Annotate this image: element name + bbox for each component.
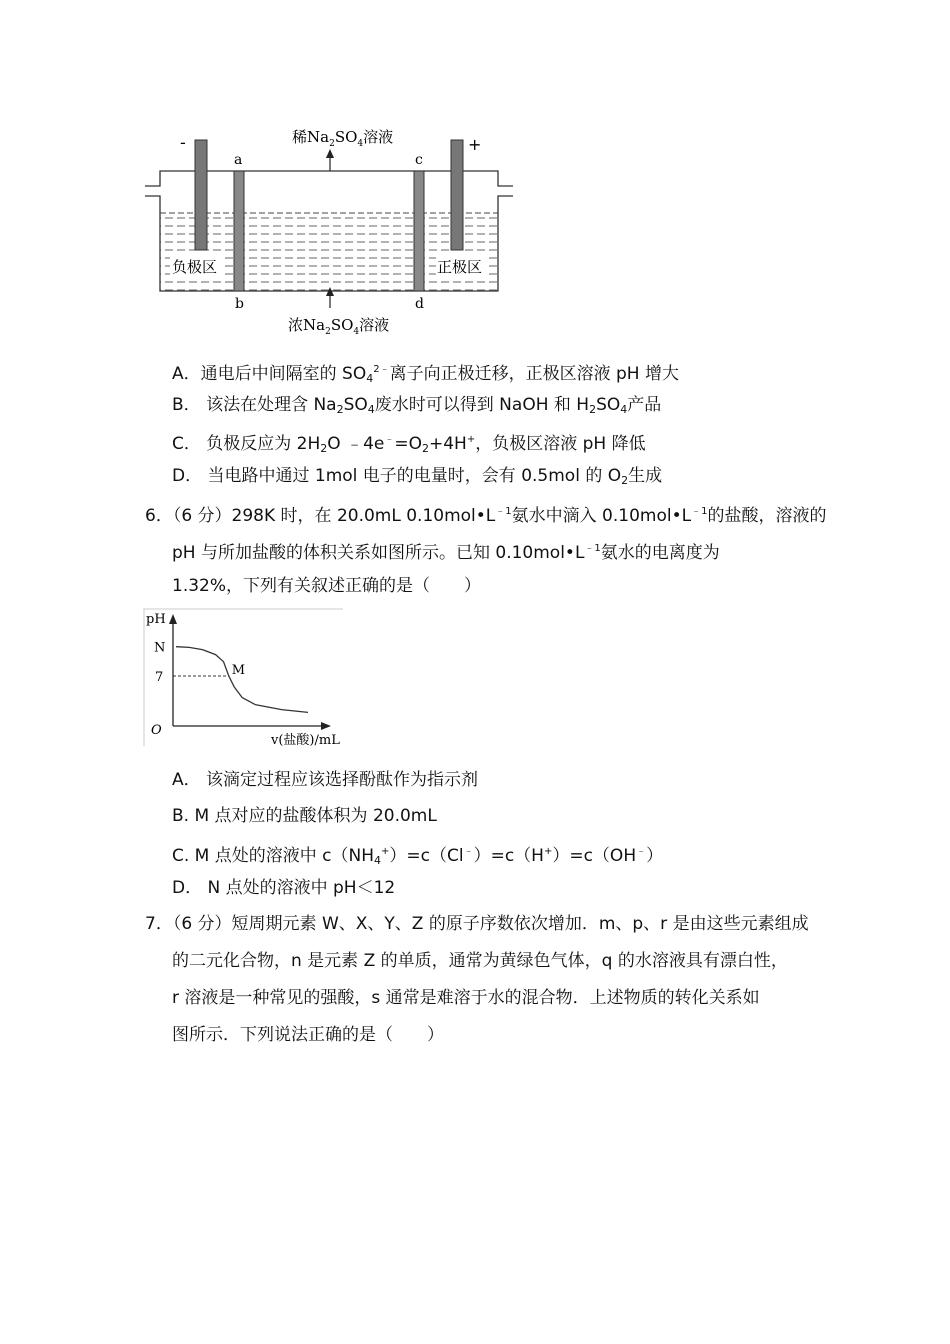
q6-stem-line-2: pH 与所加盐酸的体积关系如图所示。已知 $0.10mol•L^{﹣1}$氨水的电离度为	[172, 543, 720, 563]
negative-region-label: 负极区	[172, 258, 218, 276]
q5-option-c: C． 负极反应为 $2H_2O$ $﹣4e^﹣=O_2+4H^+$，负极区溶液 pH 降低	[172, 434, 646, 455]
membrane-cd	[414, 171, 424, 291]
electrolysis-cell-diagram	[140, 118, 530, 340]
point-label-n: N	[154, 640, 166, 656]
q5-option-b: B． 该法在处理含 $Na_2SO_4$废水时可以得到 NaOH 和 $H_2SO_4$产品	[172, 395, 662, 416]
titration-chart	[143, 608, 348, 748]
top-solution-label: 稀$Na_2SO_4$溶液	[292, 128, 394, 149]
ph-curve	[176, 647, 308, 713]
q6-stem-line-3: 1.32%，下列有关叙述正确的是（ ）	[172, 576, 482, 596]
membrane-label-d: d	[415, 296, 424, 312]
q7-stem-line-2: 的二元化合物，n 是元素 Z 的单质，通常为黄绿色气体，q 的水溶液具有漂白性，	[172, 951, 788, 971]
q6-option-d: D． N 点处的溶液中 pH＜12	[172, 878, 396, 898]
point-label-m: M	[231, 663, 246, 678]
origin-label: O	[151, 723, 162, 738]
q7-stem-line-1: 7．（6 分）短周期元素 W、X、Y、Z 的原子序数依次增加．m、p、r 是由这些元素组成	[145, 914, 809, 934]
x-axis-label: v(盐酸)/mL	[271, 733, 340, 748]
q7-stem-line-4: 图所示．下列说法正确的是（ ）	[172, 1025, 444, 1045]
y-tick-7: 7	[155, 670, 164, 685]
solution-fill	[160, 213, 498, 291]
q6-option-c: C. M 点处的溶液中 $c(NH_4^+)=c(Cl^﹣)=c(H^+)=c(OH^﹣)$	[172, 846, 664, 867]
q5-option-a: A．通电后中间隔室的 $SO_4^{2﹣}$离子向正极迁移，正极区溶液 pH 增大	[172, 364, 679, 385]
membrane-ab	[234, 171, 244, 291]
membrane-label-b: b	[235, 296, 244, 312]
q6-stem-line-1: 6．（6 分）298K 时，在 20.0mL $0.10mol•L^{﹣1}$氨水中滴入 $0.10mol•L^{﹣1}$的盐酸，溶液的	[145, 506, 827, 526]
q5-option-d: D． 当电路中通过 1mol 电子的电量时，会有 0.5mol 的 $O_2$生成	[172, 466, 663, 487]
negative-electrode	[195, 140, 207, 250]
membrane-label-a: a	[234, 152, 243, 168]
y-axis-label: pH	[146, 612, 166, 627]
plus-sign: +	[468, 135, 482, 154]
bottom-solution-label: 浓$Na_2SO_4$溶液	[288, 316, 390, 337]
positive-region-label: 正极区	[437, 258, 483, 276]
minus-sign: -	[180, 133, 186, 152]
q6-option-a: A． 该滴定过程应该选择酚酞作为指示剂	[172, 770, 479, 790]
positive-electrode	[451, 140, 463, 250]
q6-option-b: B. M 点对应的盐酸体积为 20.0mL	[172, 806, 437, 826]
q7-stem-line-3: r 溶液是一种常见的强酸，s 通常是难溶于水的混合物．上述物质的转化关系如	[172, 988, 760, 1008]
membrane-label-c: c	[415, 152, 423, 168]
